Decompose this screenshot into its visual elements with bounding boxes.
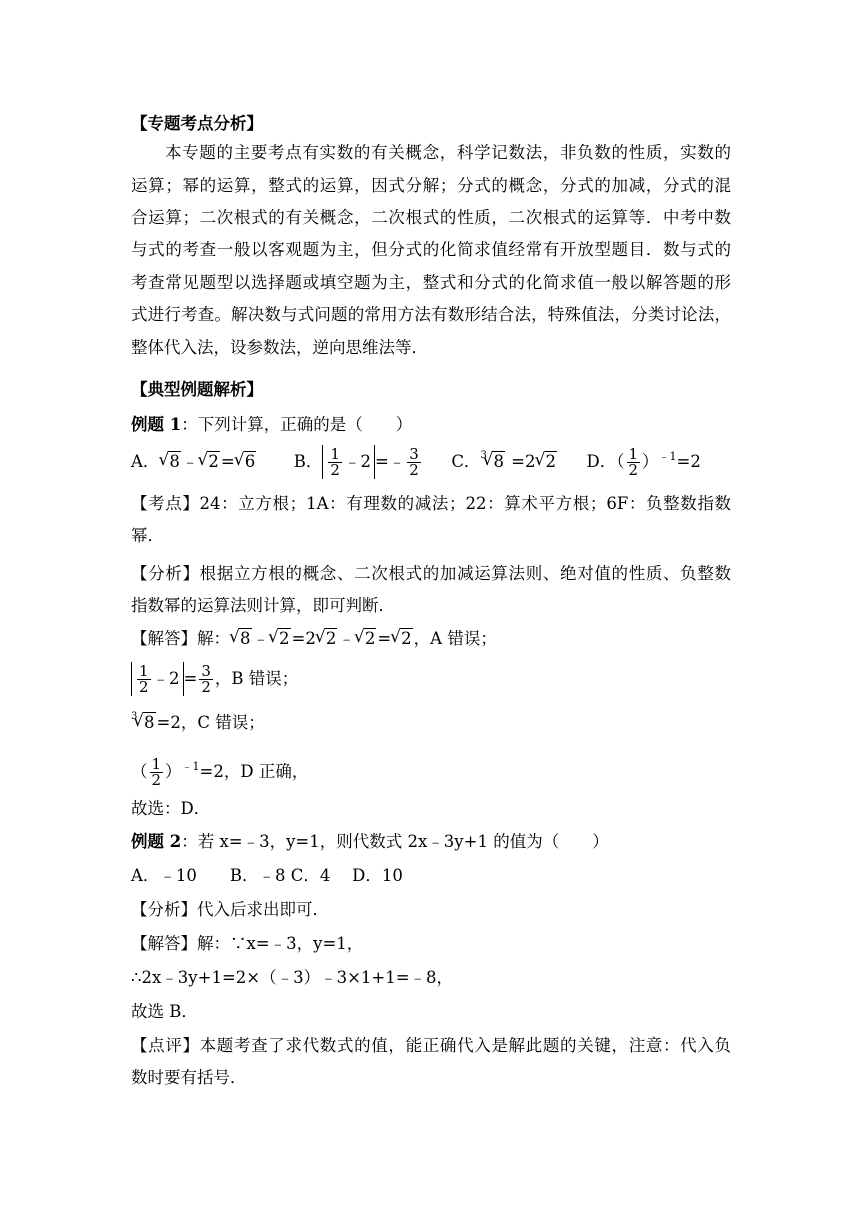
analysis-line: 运算；幂的运算，整式的运算，因式分解；分式的概念，分式的加减，分式的混 bbox=[131, 176, 731, 195]
analysis-line: 与式的考查一般以客观题为主，但分式的化简求值经常有开放型题目．数与式的 bbox=[131, 240, 731, 259]
examples-heading: 【典型例题解析】 bbox=[131, 380, 263, 399]
absolute-value: $\frac{1}{2}$ ﹣2 bbox=[131, 662, 184, 696]
ex2-jieda: 【解答】解：∵x=﹣3，y=1， bbox=[131, 934, 364, 953]
analysis-line: 式进行考查。解决数与式问题的常用方法有数形结合法，特殊值法，分类讨论法， bbox=[131, 305, 731, 324]
sqrt-symbol: √ 6 bbox=[235, 445, 257, 479]
ex2-conclusion: 故选 B． bbox=[131, 1002, 198, 1021]
ex1-kaodian: 【考点】24：立方根；1A：有理数的减法；22：算术平方根；6F：负整数指数 bbox=[131, 494, 731, 513]
sqrt-symbol: √ 2 bbox=[391, 622, 413, 656]
ex1-jieda-b: $\frac{1}{2}$ ﹣2 = $\frac{3}{2}$ ，B 错误； bbox=[131, 662, 731, 696]
ex1-jieda-a: 【解答】解：√ 8 ﹣√ 2 =2√ 2 ﹣√ 2 =√ 2 ，A 错误； bbox=[131, 622, 731, 656]
sqrt-symbol: √ 2 bbox=[355, 622, 377, 656]
sqrt-symbol: √ 8 bbox=[159, 445, 181, 479]
ex1-conclusion: 故选：D． bbox=[131, 799, 211, 818]
analysis-heading: 【专题考点分析】 bbox=[131, 114, 263, 133]
ex2-dianping-cont: 数时要有括号． bbox=[131, 1068, 247, 1087]
ex2-fenxi: 【分析】代入后求出即可． bbox=[131, 900, 329, 919]
ex2-label: 例题 2 bbox=[131, 832, 182, 851]
ex2-question bbox=[131, 830, 731, 854]
ex1-label: 例题 1 bbox=[131, 415, 182, 434]
ex1-jieda-d: （ $\frac{1}{2}$ ）$^{﹣1}$=2，D 正确， bbox=[131, 755, 309, 789]
analysis-line: 考查常见题型以选择题或填空题为主，整式和分式的化简求值一般以解答题的形 bbox=[131, 273, 731, 292]
fraction: $\frac{1}{2}$ bbox=[628, 445, 639, 479]
sqrt-symbol: √ 2 bbox=[269, 622, 291, 656]
ex1-option-b-label: B． bbox=[293, 452, 323, 471]
fraction: $\frac{1}{2}$ bbox=[330, 445, 340, 479]
fraction: $\frac{3}{2}$ bbox=[409, 445, 419, 479]
ex1-question bbox=[131, 413, 731, 437]
ex2-dianping: 【点评】本题考查了求代数式的值，能正确代入是解此题的关键，注意：代入负 bbox=[131, 1036, 731, 1055]
fraction: $\frac{1}{2}$ bbox=[151, 755, 162, 789]
ex1-option-d-label: D． bbox=[586, 452, 617, 471]
ex2-options: A．﹣10 B．﹣8 C．4 D．10 bbox=[131, 866, 403, 885]
ex1-option-a-label: A． bbox=[131, 452, 160, 471]
ex1-fenxi-cont: 指数幂的运算法则计算，即可判断． bbox=[131, 596, 395, 615]
analysis-line: 整体代入法，设参数法，逆向思维法等． bbox=[131, 338, 428, 357]
sqrt-symbol: √ 2 bbox=[536, 445, 558, 479]
ex2-jieda-cont: ∴2x﹣3y+1=2×（﹣3）﹣3×1+1=﹣8， bbox=[131, 968, 454, 987]
sqrt-symbol: √ 2 bbox=[316, 622, 338, 656]
analysis-line: 本专题的主要考点有实数的有关概念，科学记数法，非负数的性质，实数的 bbox=[165, 143, 731, 162]
fraction: $\frac{1}{2}$ bbox=[139, 662, 149, 696]
sqrt-symbol: √ 2 bbox=[198, 445, 220, 479]
analysis-line: 合运算；二次根式的有关概念，二次根式的性质，二次根式的运算等．中考中数 bbox=[131, 208, 731, 227]
absolute-value: $\frac{1}{2}$ ﹣2 bbox=[322, 445, 375, 479]
ex1-kaodian-cont: 幂． bbox=[131, 526, 164, 545]
ex1-question-text: ：下列计算，正确的是（ ） bbox=[181, 415, 413, 434]
sqrt-symbol: √ 8 bbox=[230, 622, 252, 656]
ex2-question-text: ：若 x=﹣3，y=1，则代数式 2x﹣3y+1 的值为（ ） bbox=[181, 832, 609, 851]
ex1-options: A．√ 8 ﹣√ 2 =√ 6 B． $\frac{1}{2}$ ﹣2 =﹣ $\frac{3}{2}$ C． √ 3 8 =2√ 2 D．（ $\frac{1}{2}$ ）$^{﹣1}$=2 bbox=[131, 440, 731, 479]
cube-root-symbol: √ 3 8 bbox=[480, 445, 505, 479]
ex1-jieda-c: √ 3 8 =2，C 错误； bbox=[131, 706, 731, 740]
ex1-fenxi: 【分析】根据立方根的概念、二次根式的加减运算法则、绝对值的性质、负整数 bbox=[131, 564, 731, 583]
fraction: $\frac{3}{2}$ bbox=[201, 662, 211, 696]
ex1-option-c-label: C． bbox=[451, 452, 481, 471]
cube-root-symbol: √ 3 8 bbox=[131, 706, 156, 740]
